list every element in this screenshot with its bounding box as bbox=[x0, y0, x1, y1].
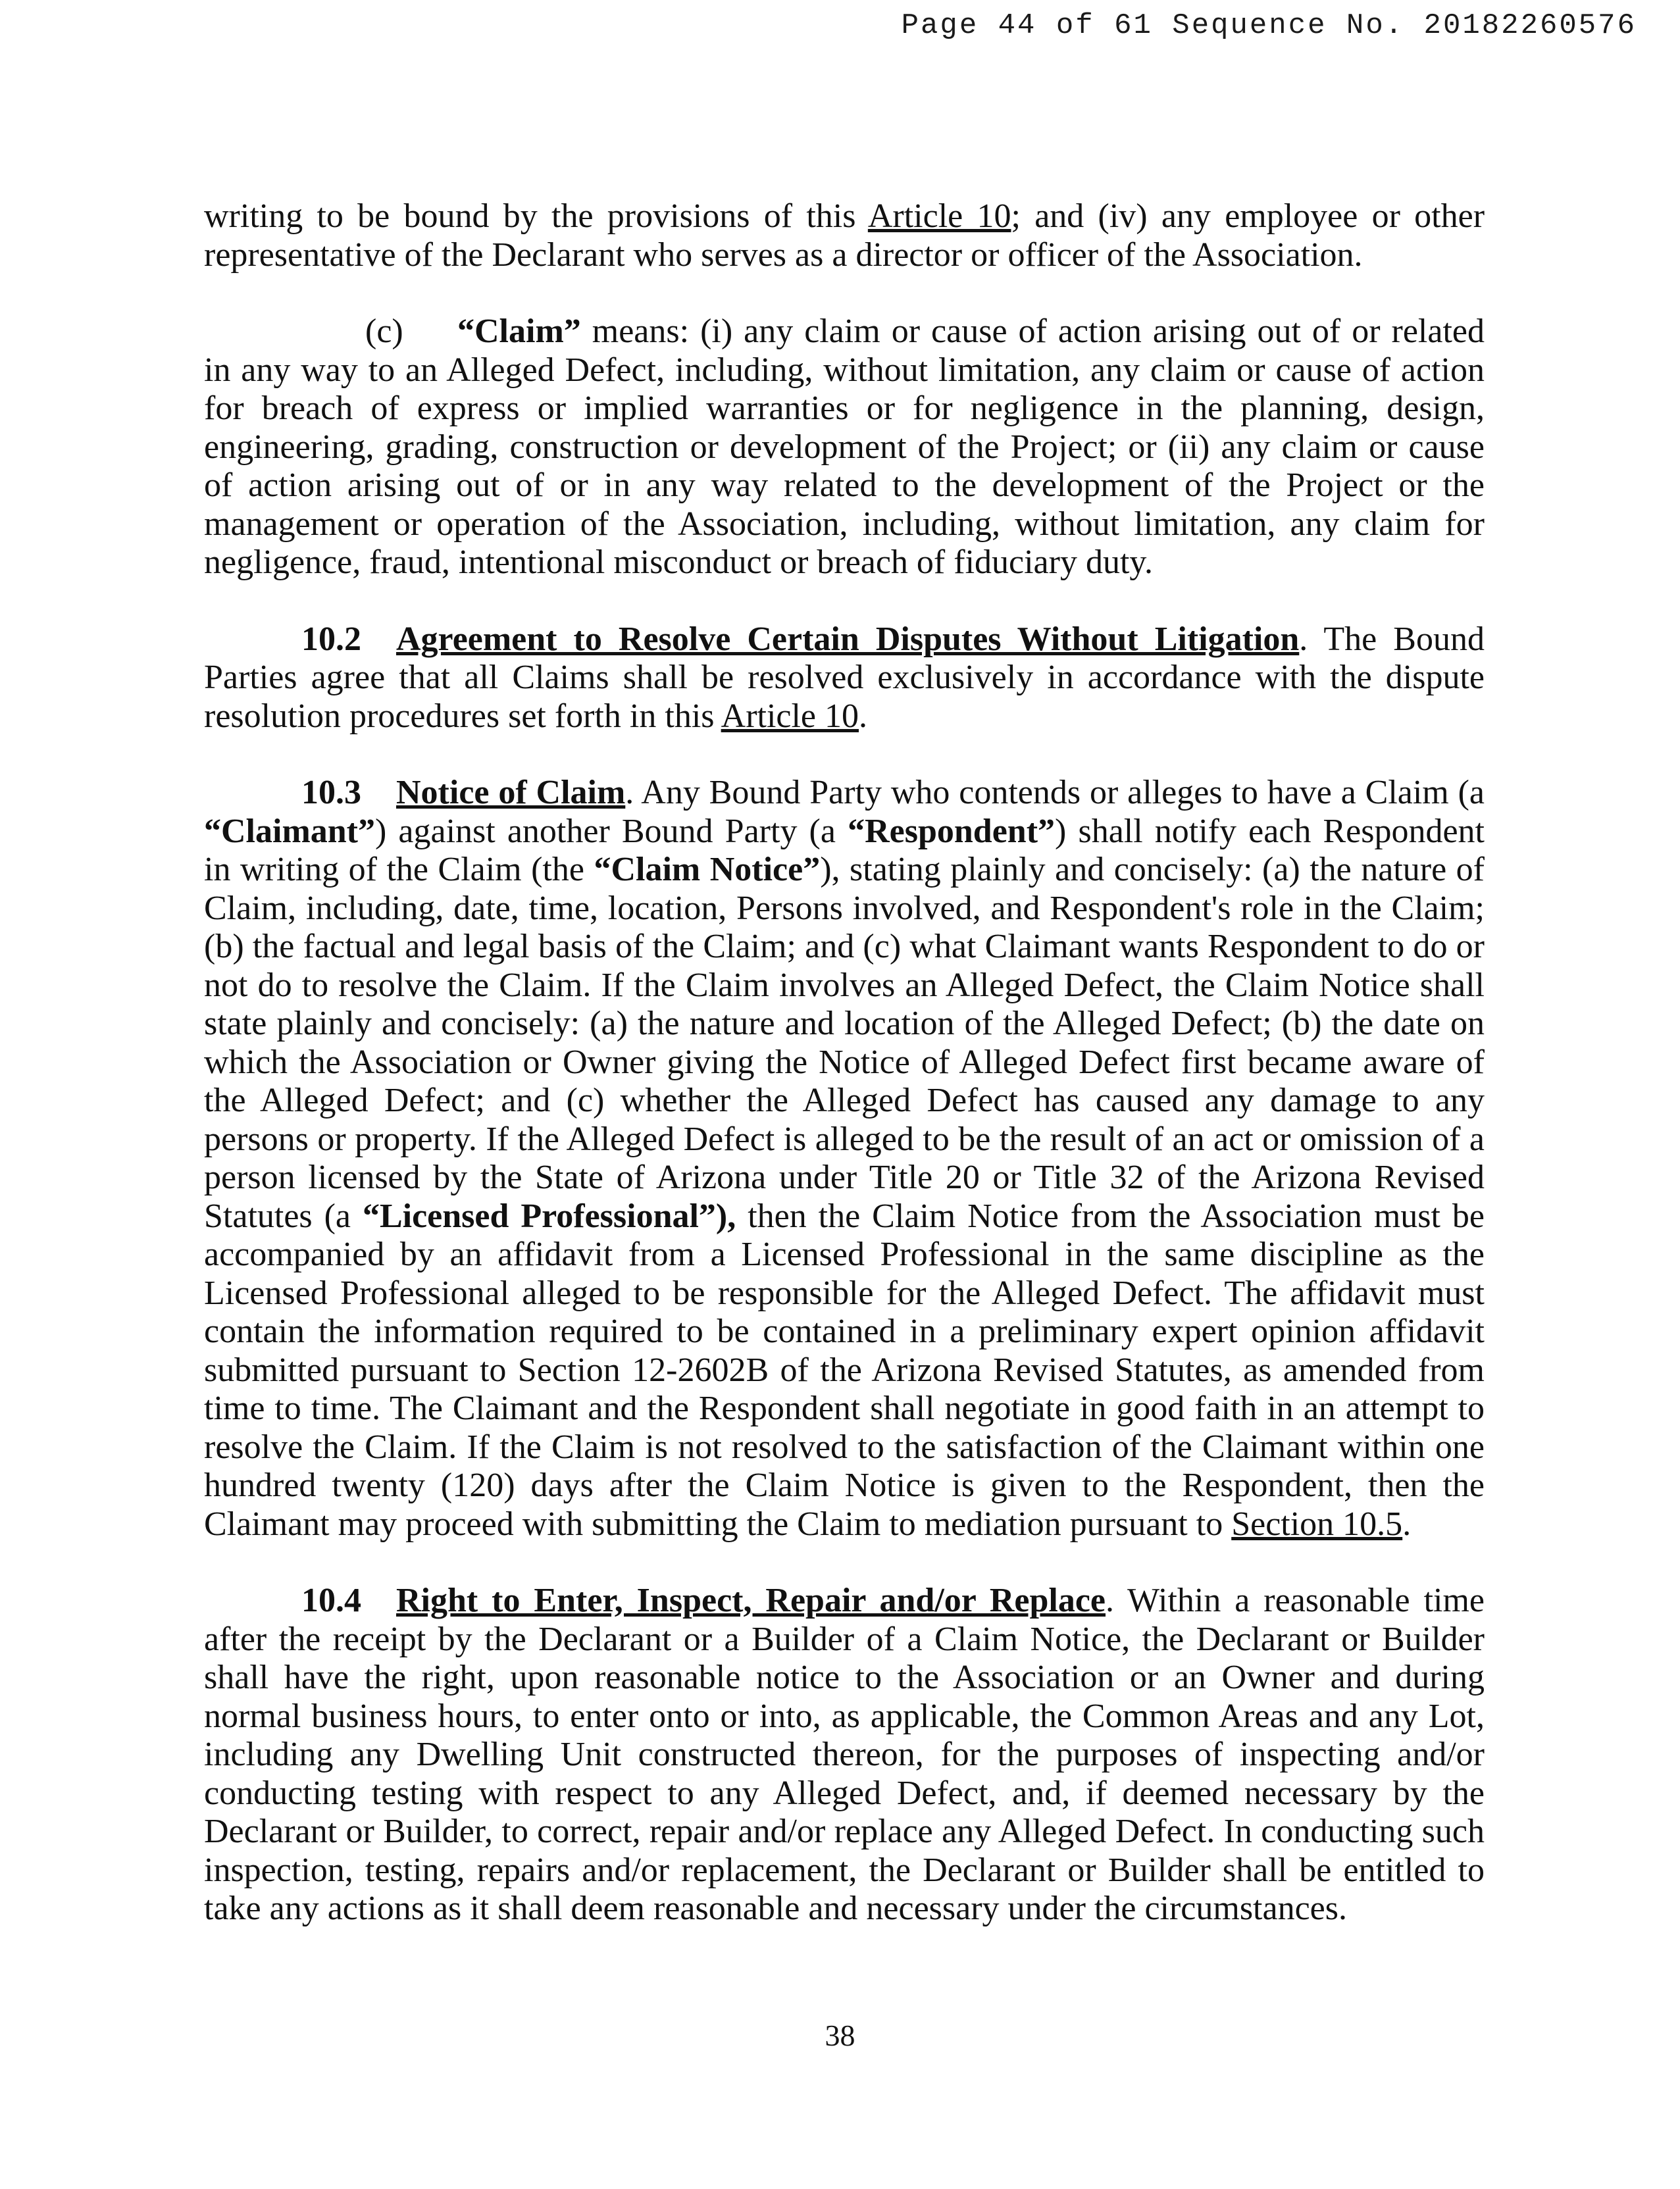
article-reference: Article 10 bbox=[721, 697, 859, 735]
text-run: . The Bound Parties agree that all Claims shall be resolved exclusively in accordance with the dispute resolution procedures set forth in this bbox=[204, 620, 1485, 735]
section-title: Notice of Claim bbox=[396, 774, 626, 811]
text-run: . Within a reasonable time after the receipt by the Declarant or a Builder of a Claim Notice, the Declarant or Builder shall have the right, upon reasonable notice to the Association or an Owner and during normal business hours, to enter onto or into, as applicable, the Common Areas and any Lot, including any Dwelling Unit constructed thereon, for the purposes of inspecting and/or conducting testing with respect to any Alleged Defect, and, if deemed necessary by the Declarant or Builder, to correct, repair and/or replace any Alleged Defect. In conducting such inspection, testing, repairs and/or replacement, the Declarant or Builder shall be entitled to take any actions as it shall deem reasonable and necessary under the circumstances. bbox=[204, 1582, 1485, 1927]
section-title: Right to Enter, Inspect, Repair and/or Replace bbox=[396, 1582, 1106, 1619]
text-run: then the Claim Notice from the Association must be accompanied by an affidavit from a Licensed Professional in the same discipline as the Licensed Professional alleged to be responsible for the Alleged Defect. The affidavit must contain the information required to be contained in a preliminary expert opinion affidavit submitted pursuant to Section 12-2602B of the Arizona Revised Statutes, as amended from time to time. The Claimant and the Respondent shall negotiate in good faith in an attempt to resolve the Claim. If the Claim is not resolved to the satisfaction of the Claimant within one hundred twenty (120) days after the Claim Notice is given to the Respondent, then the Claimant may proceed with submitting the Claim to mediation pursuant to bbox=[204, 1197, 1485, 1543]
paragraph-claim-definition bbox=[204, 313, 1485, 582]
section-10-3 bbox=[204, 774, 1485, 1544]
section-10-2 bbox=[204, 620, 1485, 736]
article-reference: Article 10 bbox=[867, 197, 1011, 235]
defined-term-claimant: “Claimant” bbox=[204, 812, 375, 850]
text-run: means: (i) any claim or cause of action arising out of or related in any way to an Alleged Defect, including, without limitation, any claim or cause of action for breach of express or implied warranties or for negligence in the planning, design, engineering, grading, construction or development of the Project; or (ii) any claim or cause of action arising out of or in any way related to the development of the Project or the management or operation of the Association, including, without limitation, any claim for negligence, fraud, intentional misconduct or breach of fiduciary duty. bbox=[204, 313, 1485, 581]
section-number: 10.2 bbox=[301, 620, 361, 658]
defined-term-claim: “Claim” bbox=[457, 313, 581, 350]
paragraph-continuation bbox=[204, 197, 1485, 274]
text-run: ), stating plainly and concisely: (a) the nature of Claim, including, date, time, location, Persons involved, and Respondent's role in the Claim; (b) the factual and legal basis of the Claim; and (c) what Claimant wants Respondent to do or not do to resolve the Claim. If the Claim involves an Alleged Defect, the Claim Notice shall state plainly and concisely: (a) the nature and location of the Alleged Defect; (b) the date on which the Association or Owner giving the Notice of Alleged Defect first became aware of the Alleged Defect; and (c) whether the Alleged Defect has caused any damage to any persons or property. If the Alleged Defect is alleged to be the result of an act or omission of a person licensed by the State of Arizona under Title 20 or Title 32 of the Arizona Revised Statutes (a bbox=[204, 851, 1485, 1235]
text-run: . bbox=[859, 697, 868, 735]
text-run: ) shall notify each Respondent in writing of the Claim (the bbox=[204, 812, 1485, 888]
text-run: ; and (iv) any employee or other representative of the Declarant who serves as a director or officer of the Association. bbox=[204, 197, 1485, 274]
document-body bbox=[204, 197, 1485, 1928]
section-number: 10.4 bbox=[301, 1582, 361, 1619]
defined-term-licensed-professional: “Licensed Professional”), bbox=[362, 1197, 736, 1235]
subsection-label: (c) bbox=[365, 313, 403, 350]
section-title: Agreement to Resolve Certain Disputes Without Litigation bbox=[396, 620, 1300, 658]
page-header-sequence: Page 44 of 61 Sequence No. 20182260576 bbox=[901, 9, 1637, 42]
text-run: . bbox=[1402, 1505, 1412, 1543]
text-run: writing to be bound by the provisions of this bbox=[204, 197, 868, 235]
defined-term-claim-notice: “Claim Notice” bbox=[594, 851, 821, 888]
defined-term-respondent: “Respondent” bbox=[848, 812, 1056, 850]
page-number: 38 bbox=[825, 2019, 855, 2052]
text-run: ) against another Bound Party (a bbox=[375, 812, 848, 850]
text-run: . Any Bound Party who contends or alleges to have a Claim (a bbox=[625, 774, 1485, 811]
section-reference: Section 10.5 bbox=[1231, 1505, 1403, 1543]
section-10-4 bbox=[204, 1582, 1485, 1928]
section-number: 10.3 bbox=[301, 774, 361, 811]
